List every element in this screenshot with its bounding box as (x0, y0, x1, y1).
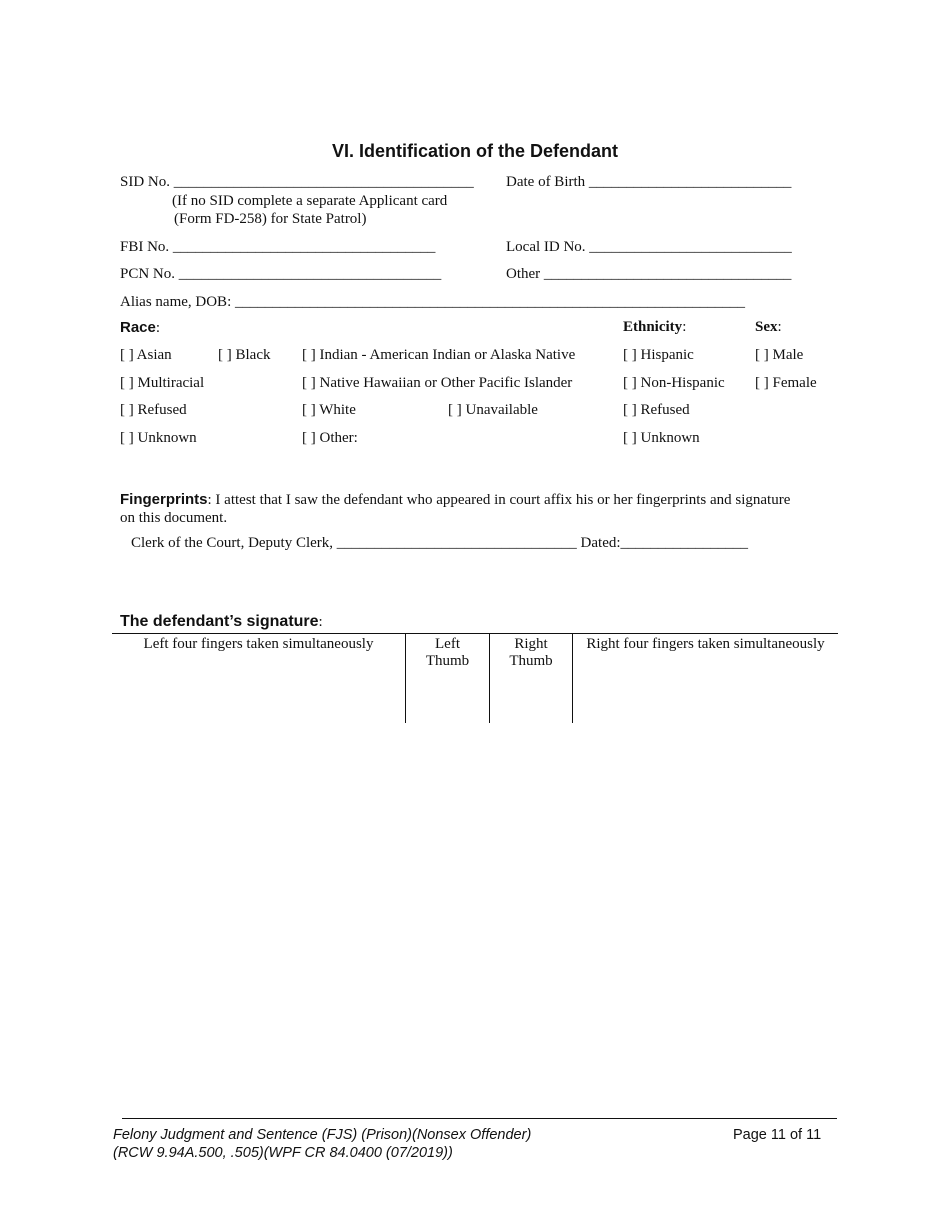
left-thumb-label-1: Left (435, 636, 460, 652)
race-option-other[interactable]: [ ] Other: (302, 430, 358, 446)
left-four-fingers-box[interactable] (112, 636, 405, 653)
race-option-refused[interactable]: [ ] Refused (120, 402, 187, 418)
fbi-field[interactable]: FBI No. ___________________________________ (120, 239, 436, 255)
page-number: Page 11 of 11 (733, 1127, 822, 1143)
footer-rule (122, 1118, 837, 1119)
left-four-fingers-label: Left four fingers taken simultaneously (143, 636, 374, 652)
sex-heading-label: Sex (755, 319, 778, 335)
right-thumb-box[interactable] (490, 636, 572, 670)
race-option-asian[interactable]: [ ] Asian (120, 347, 172, 363)
signature-heading-colon: : (318, 614, 323, 630)
clerk-signature-line[interactable]: Clerk of the Court, Deputy Clerk, ________________________________ Dated:_________________ (131, 535, 749, 551)
alias-field[interactable]: Alias name, DOB: ____________________________________________________________________ (120, 294, 745, 310)
local-id-field[interactable]: Local ID No. ___________________________ (506, 239, 792, 255)
page-title: VI. Identification of the Defendant (331, 141, 618, 161)
right-four-fingers-label: Right four fingers taken simultaneously (586, 636, 825, 652)
race-heading-label: Race (120, 319, 156, 336)
footer-form-name: Felony Judgment and Sentence (FJS) (Prison)(Nonsex Offender) (113, 1127, 532, 1143)
race-option-white[interactable]: [ ] White (302, 402, 356, 418)
other-id-field[interactable]: Other _________________________________ (506, 266, 792, 282)
sex-heading (755, 319, 782, 336)
fingerprints-attestation (120, 491, 790, 509)
ethnicity-heading-colon: : (682, 319, 687, 335)
race-option-unavailable[interactable]: [ ] Unavailable (448, 402, 538, 418)
fingerprints-heading: Fingerprints (120, 491, 208, 508)
pcn-field[interactable]: PCN No. ___________________________________ (120, 266, 442, 282)
race-option-indian[interactable]: [ ] Indian - American Indian or Alaska Native (302, 347, 576, 363)
ethnicity-option-unknown[interactable]: [ ] Unknown (623, 430, 700, 446)
fingerprints-text-continued: on this document. (120, 510, 228, 526)
ethnicity-heading (623, 319, 686, 336)
ethnicity-heading-label: Ethnicity (623, 319, 683, 335)
left-thumb-label-2: Thumb (425, 653, 470, 669)
ethnicity-option-non-hispanic[interactable]: [ ] Non-Hispanic (623, 375, 725, 391)
sid-field[interactable]: SID No. ________________________________________ (120, 174, 474, 190)
sex-heading-colon: : (777, 319, 782, 335)
left-thumb-box[interactable] (406, 636, 489, 670)
signature-heading (120, 613, 323, 631)
sid-note-line-1: (If no SID complete a separate Applicant card (172, 193, 448, 209)
sex-option-female[interactable]: [ ] Female (755, 375, 817, 391)
race-option-hawaiian[interactable]: [ ] Native Hawaiian or Other Pacific Islander (302, 375, 573, 391)
fingerprint-table-top-rule (112, 633, 838, 634)
sid-note-line-2: (Form FD-258) for State Patrol) (174, 211, 367, 227)
race-option-black[interactable]: [ ] Black (218, 347, 271, 363)
race-option-multiracial[interactable]: [ ] Multiracial (120, 375, 205, 391)
right-four-fingers-box[interactable] (573, 636, 838, 653)
ethnicity-option-hispanic[interactable]: [ ] Hispanic (623, 347, 694, 363)
ethnicity-option-refused[interactable]: [ ] Refused (623, 402, 690, 418)
dob-field[interactable]: Date of Birth ___________________________ (506, 174, 792, 190)
right-thumb-label-2: Thumb (509, 653, 553, 669)
race-heading (120, 319, 160, 337)
race-option-unknown[interactable]: [ ] Unknown (120, 430, 197, 446)
race-heading-colon: : (155, 320, 161, 336)
right-thumb-label-1: Right (514, 636, 548, 652)
footer-form-ref: (RCW 9.94A.500, .505)(WPF CR 84.0400 (07/2019)) (113, 1145, 453, 1161)
signature-heading-label: The defendant’s signature (120, 613, 319, 630)
sex-option-male[interactable]: [ ] Male (755, 347, 804, 363)
fingerprints-text: : I attest that I saw the defendant who appeared in court affix his or her fingerprints and signature (207, 492, 791, 508)
